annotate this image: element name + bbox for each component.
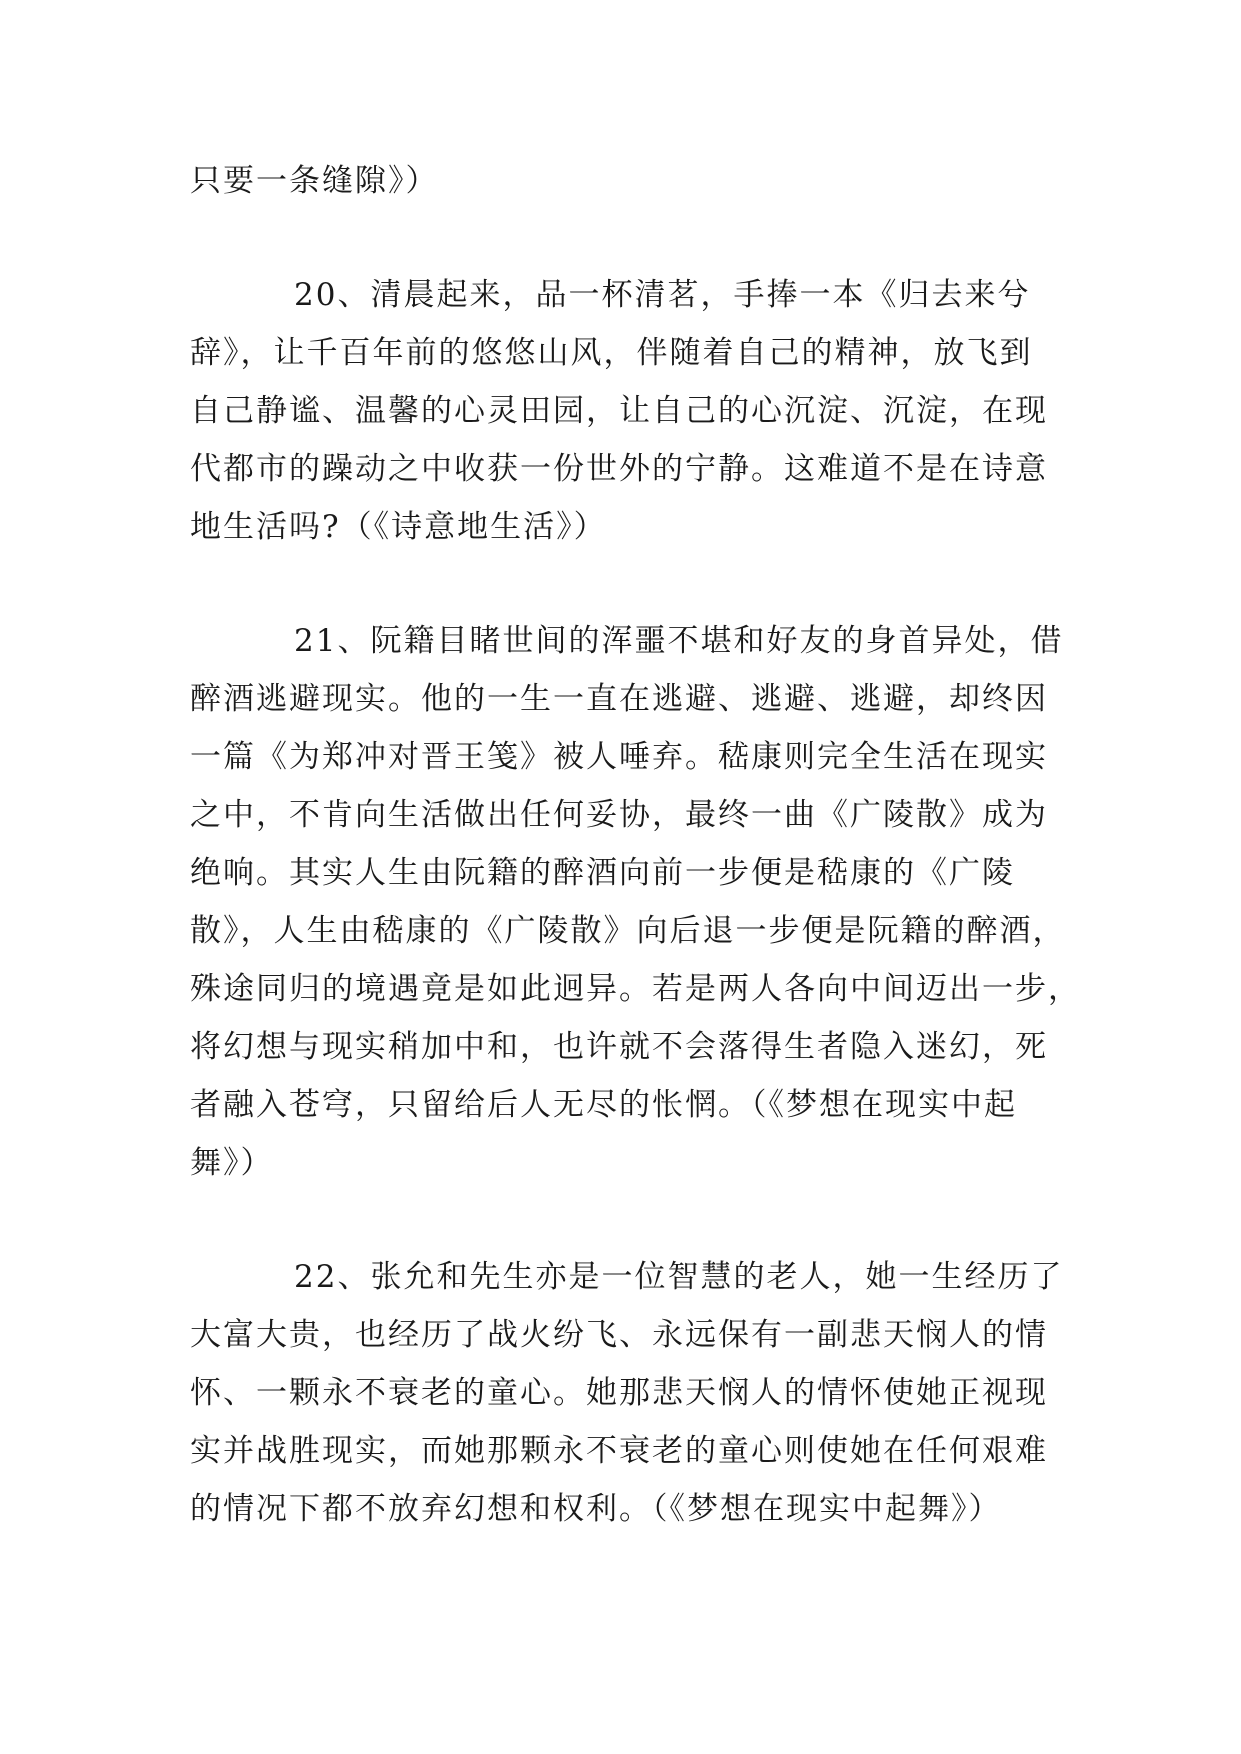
text-line: 代都市的躁动之中收获一份世外的宁静。这难道不是在诗意 [190,451,1048,487]
text-line: 之中，不肯向生活做出任何妥协，最终一曲《广陵散》成为 [190,797,1048,833]
text-line: 者融入苍穹，只留给后人无尽的怅惘。（《梦想在现实中起 [190,1087,1017,1123]
paragraph-gap [190,210,1052,266]
text-line: 舞》） [190,1145,274,1181]
text-line: 绝响。其实人生由阮籍的醉酒向前一步便是嵇康的《广陵 [190,855,1015,891]
text-line: 醉酒逃避现实。他的一生一直在逃避、逃避、逃避，却终因 [190,681,1048,717]
text-line: 20、清晨起来，品一杯清茗，手捧一本《归去来兮 [294,277,1031,313]
paragraph-continuation [190,152,1052,210]
text-line: 实并战胜现实，而她那颗永不衰老的童心则使她在任何艰难 [190,1433,1048,1469]
text-line: 将幻想与现实稍加中和，也许就不会落得生者隐入迷幻，死 [190,1029,1048,1065]
paragraph-gap [190,556,1052,612]
text-line: 21、阮籍目睹世间的浑噩不堪和好友的身首异处，借 [294,623,1064,659]
text-line: 地生活吗?（《诗意地生活》） [190,509,607,545]
text-line: 一篇《为郑冲对晋王笺》被人唾弃。嵇康则完全生活在现实 [190,739,1048,775]
text-line: 散》，人生由嵇康的《广陵散》向后退一步便是阮籍的醉酒， [190,913,1066,949]
text-line: 只要一条缝隙》） [190,163,439,199]
text-line: 怀、一颗永不衰老的童心。她那悲天悯人的情怀使她正视现 [190,1375,1048,1411]
text-line: 殊途同归的境遇竟是如此迥异。若是两人各向中间迈出一步， [190,971,1081,1007]
text-line: 自己静谧、温馨的心灵田园，让自己的心沉淀、沉淀，在现 [190,393,1048,429]
text-line: 大富大贵，也经历了战火纷飞、永远保有一副悲天悯人的情 [190,1317,1048,1353]
paragraph-22 [190,1248,1064,1538]
text-line: 的情况下都不放弃幻想和权利。（《梦想在现实中起舞》） [190,1491,1002,1527]
text-line: 22、张允和先生亦是一位智慧的老人，她一生经历了 [294,1259,1064,1295]
text-line: 辞》，让千百年前的悠悠山风，伴随着自己的精神，放飞到 [190,335,1033,371]
paragraph-21 [190,612,1081,1192]
document-page [190,152,1081,1538]
paragraph-gap [190,1192,1052,1248]
paragraph-20 [190,266,1052,556]
